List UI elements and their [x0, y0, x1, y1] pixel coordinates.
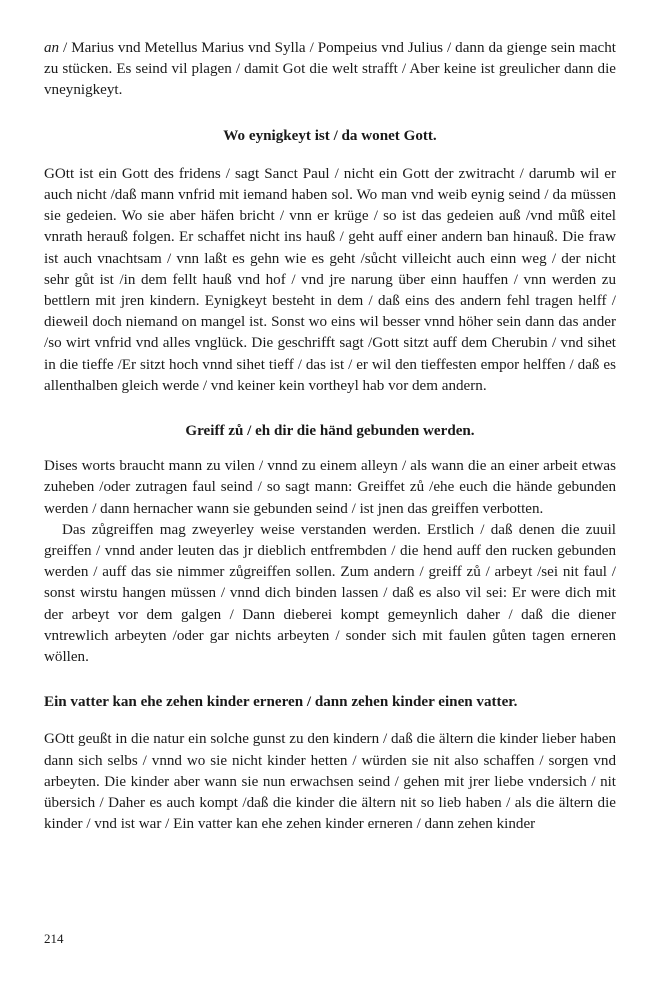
- book-page: [44, 38, 616, 836]
- intro-text: / Marius vnd Metellus Marius vnd Sylla / Pompeius vnd Julius / dann da gienge sein macht zu stücken. Es seind vil plagen / damit Got die welt strafft / Aber keine ist greulicher dann die vneynigkeyt.: [44, 40, 616, 99]
- intro-italic-word: an: [44, 40, 60, 56]
- section-paragraph-greiff-1: Dises worts braucht mann zu vilen / vnnd zu einem alleyn / als wann die an einer arbeit etwas zuheben /oder zutragen faul seind / so sagt mann: Greiffet zů /ehe euch die hände gebunden werden / dann hernacher wann sie gebunden seind / ist jnen das greiffen verbotten.: [44, 458, 616, 517]
- section-paragraph-greiff-2: Das zůgreiffen mag zweyerley weise verstanden werden. Erstlich / daß denen die zuuil greiffen / vnnd ander leuten das jr dieblich entfrembden / die hend auff den rucken gebunden werden / auff das sie nimmer zůgreiffen sollen. Zum andern / greiff zů / arbeyt /sei nit faul / sonst wirstu hangen müssen / vnnd dich binden lassen / daß es also vil sei: Er were dich mit der arbeyt vor dem galgen / Dann dieberei kompt gemeynlich daher / daß die diener vntrewlich arbeyten /oder gar nichts arbeyten / sonder sich mit faulen gůten tagen erneren wöllen.: [44, 521, 616, 666]
- section-heading-eynigkeyt: Wo eynigkeyt ist / da wonet Gott.: [223, 127, 437, 144]
- section-heading-vatter: Ein vatter kan ehe zehen kinder erneren / dann zehen kinder einen vatter.: [44, 694, 518, 711]
- intro-paragraph: [44, 38, 616, 102]
- section-heading-greiff: Greiff zů / eh dir die händ gebunden werden.: [185, 423, 475, 440]
- section-paragraph-eynigkeyt: GOtt ist ein Gott des fridens / sagt Sanct Paul / nicht ein Gott der zwitracht / darumb wil er auch nicht /daß mann vnfrid mit iemand haben sol. Wo man vnd weib eynig seind / da müssen sie gedeien. Wo sie aber häfen bricht / vnn er krüge / so ist das gedeien auß /vnd mů̈ß eitel vnrath herauß folgen. Er schaffet nicht ins hauß / geht auff einer andern ban hinauß. Die fraw ist auch vnachtsam / vnn laßt es gehn wie es geht /sůcht villeicht auch einn weg / der nicht sehr gůt ist /in dem fellt hauß vnd hof / vnd jre narung über einn hauffen / vnn werden zu bettlern mit jren kindern. Eynigkeyt besteht in dem / daß eins des andern fehl tragen helff / dieweil doch niemand on mangel ist. Sonst wo eins wil besser vnnd höher sein dann das ander /so wirt vnfrid vnd alles vnglück. Die geschrifft sagt /Gott sitzt auff dem Cherubin / vnd sihet in die tieffe /Er sitzt hoch vnnd sihet tieff / das ist / er wil den tieffesten empor helffen / daß es allenthalben gleich werde / vnd keiner kein vortheyl hab vor dem andern.: [44, 165, 616, 394]
- page-number: 214: [44, 931, 64, 946]
- section-paragraph-vatter: GOtt geußt in die natur ein solche gunst zu den kindern / daß die ältern die kinder lieber haben dann sich selbs / vnnd wo sie nicht kinder hetten / würden sie nit also schaffen / sorgen vnd arbeyten. Die kinder aber wann sie nun erwachsen seind / gehen mit jrer liebe vndersich / nit übersich / Daher es auch kompt /daß die kinder die ältern nit so lieb haben / als die ältern die kinder / vnd ist war / Ein vatter kan ehe zehen kinder erneren / dann zehen kinder: [44, 731, 616, 833]
